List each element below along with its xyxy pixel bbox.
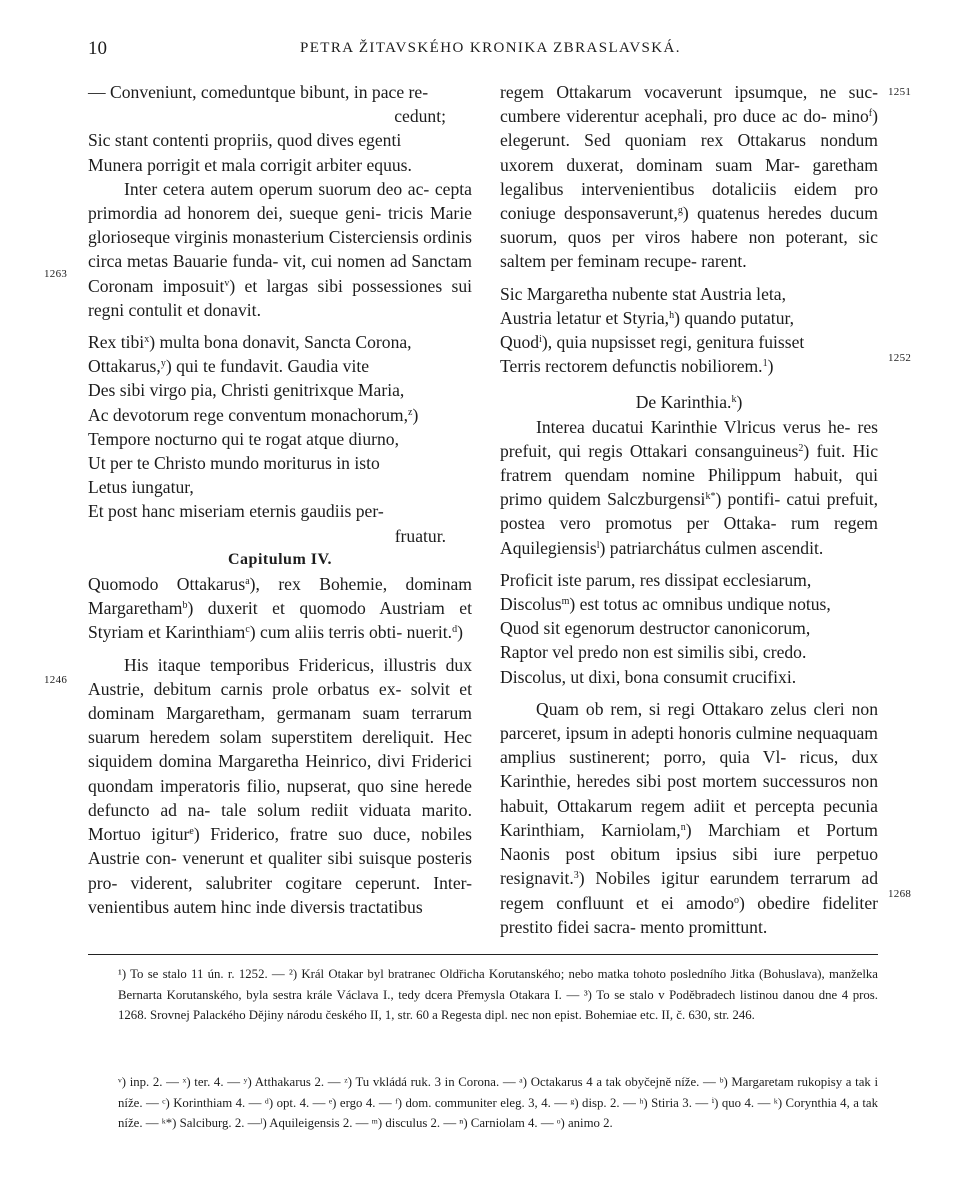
margin-year-1251: 1251 xyxy=(888,86,912,98)
verse-line: Austria letatur et Styria,$^h$) quando putatur, xyxy=(500,307,795,328)
verse-line: Proficit iste parum, res dissipat ecclesiarum, xyxy=(500,569,812,590)
running-title: PETRA ŽITAVSKÉHO KRONIKA ZBRASLAVSKÁ. xyxy=(300,40,681,56)
paragraph: Interea ducatui Karinthie Vlricus verus he- res prefuit, qui regis Ottakari consanguineus$^2$) fuit. Hic fratrem quendam nomine Philippum habuit, qui primo quidem Salczburgensi$^{k*}$) pontifi- catui prefuit, postea vero promotus per Ottaka- rum regem Aquilegiensis$^l$) patriarchátus culmen ascendit. xyxy=(500,416,878,558)
verse-line: Rex tibi$^x$) multa bona donavit, Sancta Corona, xyxy=(88,332,412,353)
margin-year-1252: 1252 xyxy=(888,352,912,364)
verse-line: Des sibi virgo pia, Christi genitrixque Maria, xyxy=(88,380,405,401)
footnote-mark: v xyxy=(224,277,230,289)
paragraph: regem Ottakarum vocaverunt ipsumque, ne suc- cumbere viderentur acephali, pro duce ac do- mino$^f$) elegerunt. Sed quoniam rex Ottakarus nondum uxorem duxerat, dominam suam Mar- garetham legalibus intervenientibus dotaliciis eidem pro coniuge desponsaverunt,$^g$) quatenus heredes ducum suorum, quos per viros habere non poterant, sic saltem per feminam recupe- rarent. xyxy=(500,82,878,272)
running-header xyxy=(0,38,960,62)
page-number: 10 xyxy=(88,38,107,59)
footnotes-textual-variants: ᵛ) inp. 2. — ˣ) ter. 4. — ʸ) Atthakarus 2. — ᶻ) Tu vkládá ruk. 3 in Corona. — ᵃ) Octakarus 4 a tak obyčejně níže. — ᵇ) Margaretam rukopisy a tak i níže. — ᶜ) Korinthiam 4. — ᵈ) opt. 4. — ᵉ) ergo 4. — ᶠ) dom. communiter eleg. 3, 4. — ᵍ) disp. 2. — ʰ) Stiria 3. — ⁱ) quo 4. — ᵏ) Corynthia 4, a tak níže. — ᵏ*) Salciburg. 2. —ˡ) Aquileigensis 2. — ᵐ) disculus 2. — ⁿ) Carniolam 4. — ᵒ) animo 2. xyxy=(118,1075,878,1130)
paragraph-text: Inter cetera autem operum suorum deo ac- cepta primordia ad honorem dei, sueque geni- tricis Marie glorioseque virginis monasterium Cisterciensis ordinis circa metas Bauarie funda- vit, cui nomen ad Sanctam Coronam imposuit xyxy=(88,178,472,296)
verse-line: Quod sit egenorum destructor canonicorum, xyxy=(500,618,811,639)
verse-line: Sic stant contenti propriis, quod dives egenti xyxy=(88,130,402,151)
section-heading: De Karinthia.$^k$) xyxy=(635,392,743,413)
paragraph-text: ) et largas sibi possessiones sui regni contulit et donavit. xyxy=(88,275,472,320)
verse-line: Terris rectorem defunctis nobiliorem.$^1$) xyxy=(500,356,774,377)
margin-year-1268: 1268 xyxy=(888,888,912,900)
verse-line: fruatur. xyxy=(394,525,446,546)
margin-year-1263: 1263 xyxy=(44,268,68,280)
verse-line: Ac devotorum rege conventum monachorum,$^z$) xyxy=(88,404,419,425)
verse-line: Sic Margaretha nubente stat Austria leta, xyxy=(500,283,786,304)
verse-line: Quod$^i$), quia nupsisset regi, genitura fuisset xyxy=(500,332,805,353)
footnotes-numeric: ¹) To se stalo 11 ún. r. 1252. — ²) Král Otakar byl bratranec Oldřicha Korutanského; nebo matka tohoto posledního Jitka (Bohuslava), manželka Bernarta Korutanského, byla sestra krále Václava I., tedy dcera Přemysla Otakara I. — ³) To se stalo v Poděbradech listinou danou dne 4 pros. 1268. Srovnej Palackého Dějiny národu českého II, 1, str. 60 a Regesta dipl. nec non epist. Bohemiae etc. II, č. 630, str. 246. xyxy=(118,967,878,1022)
paragraph: His itaque temporibus Fridericus, illustris dux Austrie, debitum carnis prole orbatus ex- solvit et dominam Margaretham, germanam suam terrarum suarum heredem solam superstitem dereliquit. Hec siquidem domina Margaretha Heinrico, divi Friderici quondam imperatoris filio, nupserat, quo sine herede defuncto ad na- tale solum rediit viduata marito. Mortuo igitur$^e$) Friderico, fratre suo duce, nobiles Austrie con- venerunt et qualiter sibi suisque posteris pro- viderent, salubriter cogitare ceperunt. Inter- venientibus autem hinc inde diversis tractatibus xyxy=(88,654,472,917)
margin-year-1246: 1246 xyxy=(44,674,68,686)
verse-line: Raptor vel predo non est similis sibi, credo. xyxy=(500,642,807,663)
verse-line: Munera porrigit et mala corrigit arbiter equus. xyxy=(88,154,412,175)
verse-line: Discolus, ut dixi, bona consumit crucifixi. xyxy=(500,666,797,687)
paragraph xyxy=(88,177,472,322)
chapter-summary: Quomodo Ottakarus$^a$), rex Bohemie, dominam Margaretham$^b$) duxerit et quomodo Austriam et Styriam et Karinthiam$^c$) cum aliis terris obti- nuerit.$^d$) xyxy=(88,574,472,643)
verse-line: Discolus$^m$) est totus ac omnibus undique notus, xyxy=(500,594,831,615)
verse-line: Et post hanc miseriam eternis gaudiis per- xyxy=(88,501,384,522)
verse-line: cedunt; xyxy=(394,106,446,127)
chapter-heading: Capitulum IV. xyxy=(227,550,332,568)
paragraph: Quam ob rem, si regi Ottakaro zelus cleri non parceret, ipsum in adepti honoris culmine nequaquam amplius sustinerent; porro, quia Vl- ricus, dux Karinthie, heredes sibi post mortem successuros non habuit, Ottakarum regem adiit et percepta pecunia Karinthiam, Karniolam,$^n$) Marchiam et Portum Naonis post obitum ipsius sibi iure perpetuo resignavit.$^3$) Nobiles igitur earundem terrarum ad regem confluunt et ei amodo$^o$) obedire fideliter prestito fidei sacra- mento promittunt. xyxy=(500,698,878,937)
right-column xyxy=(500,80,878,939)
verse-line: Letus iungatur, xyxy=(88,477,194,498)
verse-line: Ottakarus,$^y$) qui te fundavit. Gaudia vite xyxy=(88,356,370,377)
left-column xyxy=(88,80,472,919)
verse-line: Ut per te Christo mundo moriturus in isto xyxy=(88,453,380,474)
verse-line: Tempore nocturno qui te rogat atque diurno, xyxy=(88,428,399,449)
footnote-divider xyxy=(88,954,878,955)
verse-line: — Conveniunt, comeduntque bibunt, in pace re- xyxy=(88,82,429,102)
